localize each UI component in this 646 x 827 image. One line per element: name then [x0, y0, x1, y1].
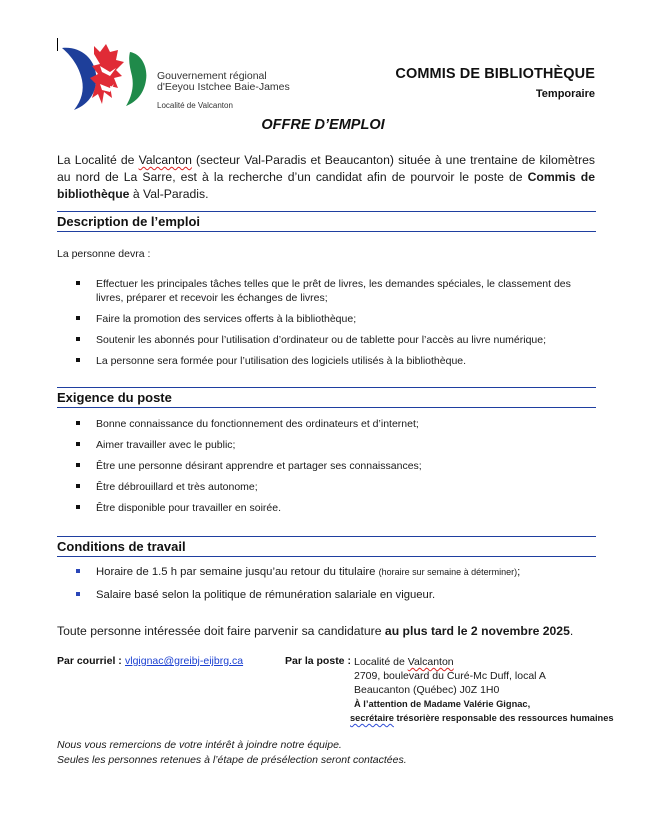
organization-name — [157, 71, 290, 111]
list-item-text: Soutenir les abonnés pour l’utilisation d’ordinateur ou de tablette pour l’accès au livre numérique; — [96, 334, 547, 346]
text-cursor — [57, 38, 58, 51]
closing-note — [57, 738, 407, 768]
description-list — [75, 277, 595, 368]
conditions-list — [75, 565, 595, 602]
email-label: Par courriel : — [57, 655, 122, 667]
attention-line: À l’attention de Madame Valérie Gignac, — [354, 699, 531, 709]
address-line3: Beaucanton (Québec) J0Z 1H0 — [354, 684, 500, 696]
mailing-address — [350, 655, 614, 725]
bullet-icon — [76, 358, 80, 362]
section-heading-requirements: Exigence du poste — [57, 387, 596, 408]
email-link[interactable]: vlgignac@greibj-eijbrg.ca — [125, 655, 244, 667]
list-item-text: Salaire basé selon la politique de rémunération salariale en vigueur. — [96, 589, 436, 601]
intro-text: à Val-Paradis. — [129, 187, 209, 201]
locality-name: Localité de Valcanton — [157, 101, 233, 110]
spellcheck-word[interactable]: Valcanton — [407, 656, 454, 668]
bullet-icon — [76, 463, 80, 467]
list-item — [75, 501, 595, 515]
list-item — [75, 459, 595, 473]
deadline-date: au plus tard le 2 novembre 2025 — [384, 624, 570, 638]
job-type: Temporaire — [535, 88, 595, 100]
section-heading-description: Description de l’emploi — [57, 211, 596, 232]
list-item — [75, 333, 595, 347]
bullet-icon — [76, 505, 80, 509]
role-line — [350, 711, 614, 725]
list-item-text: ; — [517, 566, 521, 578]
spellcheck-word[interactable]: Valcanton — [138, 153, 192, 167]
list-item-text: Être disponible pour travailler en soirée. — [96, 502, 282, 514]
role-text: trésorière responsable des ressources humaines — [393, 713, 614, 723]
address-line2: 2709, boulevard du Curé-Mc Duff, local A — [354, 670, 546, 682]
address-line1 — [354, 655, 614, 669]
deadline-paragraph — [57, 624, 573, 638]
bullet-icon — [76, 281, 80, 285]
bullet-icon — [76, 592, 80, 596]
list-item-text: Être débrouillard et très autonome; — [96, 481, 258, 493]
list-item-text: Aimer travailler avec le public; — [96, 439, 236, 451]
list-item — [75, 588, 595, 602]
requirements-list — [75, 417, 595, 515]
list-item — [75, 565, 595, 579]
closing-line1: Nous vous remercions de votre intérêt à joindre notre équipe. — [57, 739, 342, 751]
intro-text: (secteur Val-Paradis et Beaucanton) située à une trentaine de kilomètres au nord de La Sarre, est à la recherche d’un candidat afin de pourvoir le poste de — [57, 153, 595, 184]
list-item-text: Être une personne désirant apprendre et partager ses connaissances; — [96, 460, 422, 472]
deadline-text: Toute personne intéressée doit faire parvenir sa candidature — [57, 624, 385, 638]
gov-logo-icon — [60, 40, 155, 112]
bullet-icon — [76, 484, 80, 488]
list-item — [75, 312, 595, 326]
list-item-text: Bonne connaissance du fonctionnement des ordinateurs et d’internet; — [96, 418, 419, 430]
list-item — [75, 438, 595, 452]
deadline-text: . — [569, 624, 574, 638]
intro-position-name: Commis de bibliothèque — [57, 170, 595, 201]
bullet-icon — [76, 569, 80, 573]
logo-green-feather — [126, 52, 146, 106]
intro-paragraph — [57, 152, 595, 203]
post-label: Par la poste : — [285, 655, 351, 667]
list-item-text: Faire la promotion des services offerts à la bibliothèque; — [96, 313, 357, 325]
bullet-icon — [76, 316, 80, 320]
organization-line2: d'Eeyou Istchee Baie-James — [157, 81, 290, 93]
closing-line2: Seules les personnes retenues à l’étape de présélection seront contactées. — [57, 754, 407, 766]
address-text: Localité de — [354, 656, 408, 668]
bullet-icon — [76, 442, 80, 446]
organization-line1: Gouvernement régional — [157, 70, 267, 82]
list-item-text: La personne sera formée pour l’utilisation des logiciels utilisés à la bibliothèque. — [96, 355, 467, 367]
list-item — [75, 480, 595, 494]
list-item-note: (horaire sur semaine à déterminer) — [378, 567, 518, 577]
job-title: COMMIS DE BIBLIOTHÈQUE — [395, 66, 595, 82]
intro-text: La Localité de — [57, 153, 139, 167]
list-item-text: Horaire de 1.5 h par semaine jusqu’au retour du titulaire — [96, 566, 379, 578]
spellcheck-word[interactable]: secrétaire — [350, 713, 394, 723]
bullet-icon — [76, 421, 80, 425]
offer-title: OFFRE D’EMPLOI — [261, 117, 385, 133]
bullet-icon — [76, 337, 80, 341]
section-heading-conditions: Conditions de travail — [57, 536, 596, 557]
list-item-text: Effectuer les principales tâches telles que le prêt de livres, les demandes spéciales, le classement des livres, préparer et recevoir les échanges de livres; — [96, 278, 571, 304]
list-item — [75, 417, 595, 431]
description-lead: La personne devra : — [57, 248, 151, 260]
list-item — [75, 277, 595, 305]
list-item — [75, 354, 595, 368]
